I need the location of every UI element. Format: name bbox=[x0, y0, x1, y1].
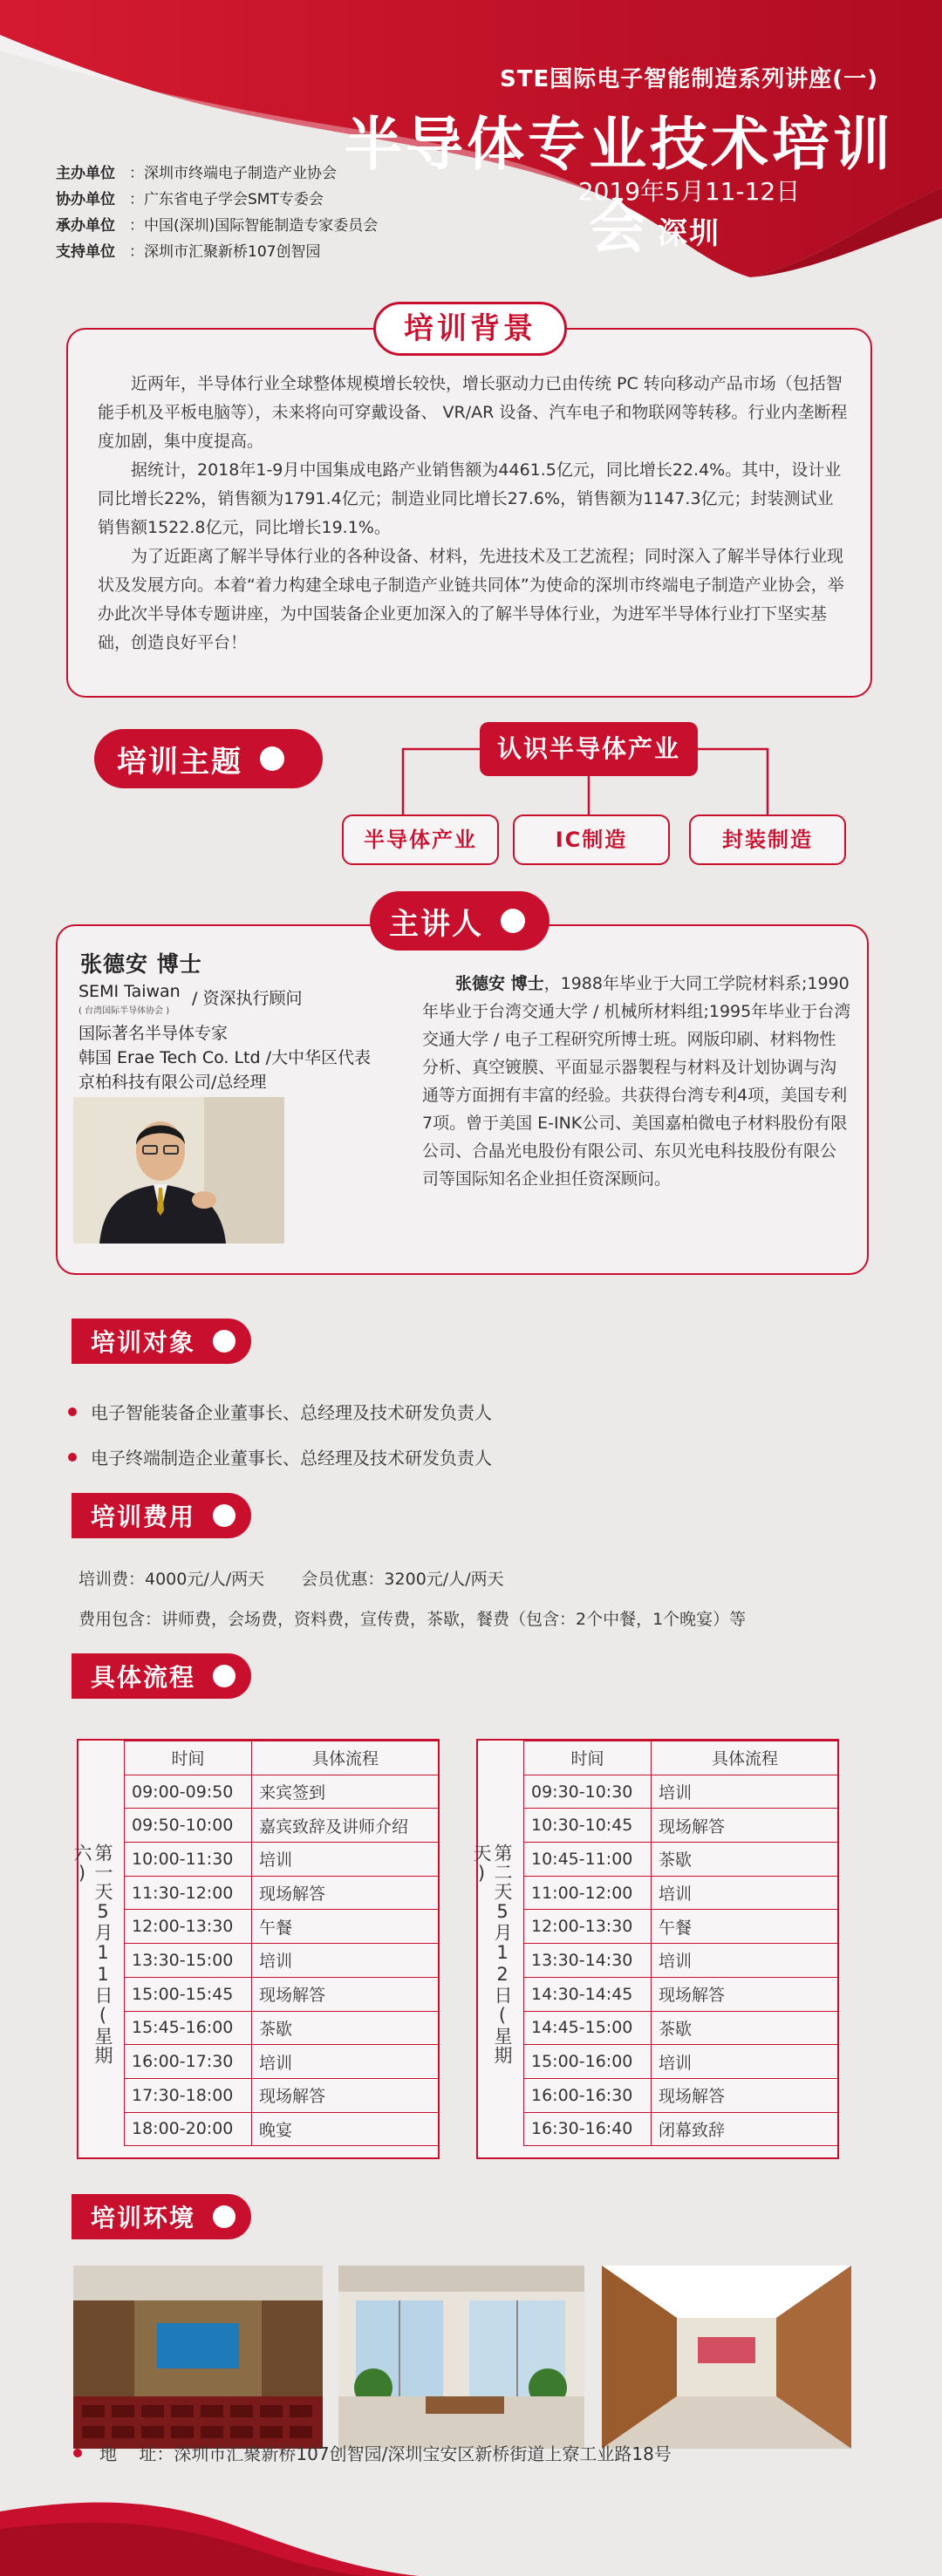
schedule-time-cell: 17:30-18:00 bbox=[125, 2078, 252, 2112]
fee-line: 培训费：4000元/人/两天 会员优惠：3200元/人/两天 bbox=[78, 1570, 504, 1589]
schedule-time-cell: 15:00-15:45 bbox=[125, 1977, 252, 2011]
schedule-time-cell: 09:30-10:30 bbox=[524, 1775, 652, 1809]
schedule-flow-cell: 现场解答 bbox=[252, 1977, 440, 2011]
environment-section-label: 培训环境 bbox=[72, 2194, 251, 2239]
schedule-flow-cell: 培训 bbox=[252, 1944, 440, 1978]
speaker-name: 张德安 博士 bbox=[80, 951, 202, 977]
schedule-flow-cell: 嘉宾致辞及讲师介绍 bbox=[252, 1809, 440, 1843]
table-header-time: 时间 bbox=[524, 1741, 652, 1775]
schedule-time-cell: 13:30-15:00 bbox=[125, 1944, 252, 1978]
speaker-section-label: 主讲人 bbox=[370, 891, 550, 951]
schedule-flow-cell: 现场解答 bbox=[652, 2078, 839, 2112]
organizer-row: 协办单位 ：广东省电子学会SMT专委会 bbox=[56, 191, 324, 208]
schedule-time-cell: 13:30-14:30 bbox=[524, 1944, 652, 1978]
schedule-day2-body bbox=[524, 1775, 839, 2146]
audience-section-label: 培训对象 bbox=[72, 1319, 251, 1364]
schedule-flow-cell: 培训 bbox=[252, 2045, 440, 2079]
dot-icon bbox=[213, 2205, 236, 2228]
bullet-icon bbox=[68, 1407, 77, 1416]
organizer-row: 承办单位 ：中国(深圳)国际智能制造专家委员会 bbox=[56, 217, 379, 235]
schedule-time-cell: 10:45-11:00 bbox=[524, 1843, 652, 1877]
schedule-flow-cell: 午餐 bbox=[652, 1910, 839, 1944]
schedule-time-cell: 10:30-10:45 bbox=[524, 1809, 652, 1843]
bullet-icon bbox=[68, 1453, 77, 1462]
schedule-time-cell: 18:00-20:00 bbox=[125, 2112, 252, 2146]
schedule-flow-cell: 茶歇 bbox=[652, 2011, 839, 2045]
schedule-flow-cell: 现场解答 bbox=[252, 1876, 440, 1910]
event-date: 2019年5月11-12日 bbox=[577, 177, 801, 206]
schedule-time-cell: 14:30-14:45 bbox=[524, 1977, 652, 2011]
venue-photo-hall bbox=[73, 2266, 323, 2449]
table-row bbox=[125, 2045, 440, 2079]
schedule-flow-cell: 培训 bbox=[652, 1944, 839, 1978]
schedule-flow-cell: 现场解答 bbox=[652, 1977, 839, 2011]
table-row bbox=[524, 2112, 839, 2146]
speaker-role: 韩国 Erae Tech Co. Ltd /大中华区代表 bbox=[78, 1048, 371, 1067]
table-row bbox=[524, 2011, 839, 2045]
background-paragraph-1: 近两年，半导体行业全球整体规模增长较快，增长驱动力已由传统 PC 转向移动产品市场（包括智能手机及平板电脑等），未来将向可穿戴设备、 VR/AR 设备、汽车电子和物联网等转移。行业内垄断程度加剧，集中度提高。 bbox=[98, 374, 848, 451]
schedule-flow-cell: 来宾签到 bbox=[252, 1775, 440, 1809]
schedule-time-cell: 12:00-13:30 bbox=[125, 1910, 252, 1944]
table-row bbox=[125, 1944, 440, 1978]
table-row bbox=[125, 2078, 440, 2112]
table-row bbox=[524, 2045, 839, 2079]
speaker-role: / 资深执行顾问 bbox=[192, 989, 303, 1008]
table-row bbox=[524, 1876, 839, 1910]
speaker-role: 京柏科技有限公司/总经理 bbox=[78, 1073, 267, 1092]
schedule-time-cell: 16:00-16:30 bbox=[524, 2078, 652, 2112]
schedule-flow-cell: 午餐 bbox=[252, 1910, 440, 1944]
dot-icon bbox=[213, 1665, 236, 1687]
table-header-flow: 具体流程 bbox=[252, 1741, 440, 1775]
background-section-title: 培训背景 bbox=[373, 302, 567, 356]
dot-icon bbox=[213, 1330, 236, 1353]
schedule-time-cell: 15:00-16:00 bbox=[524, 2045, 652, 2079]
venue-photo-lobby bbox=[338, 2266, 584, 2449]
schedule-section-label: 具体流程 bbox=[72, 1653, 251, 1699]
schedule-time-cell: 12:00-13:30 bbox=[524, 1910, 652, 1944]
organizer-row: 支持单位 ：深圳市汇聚新桥107创智园 bbox=[56, 243, 321, 261]
schedule-day1-body bbox=[125, 1775, 440, 2146]
table-row bbox=[125, 1843, 440, 1877]
table-row bbox=[125, 1910, 440, 1944]
schedule-day2-table bbox=[523, 1741, 839, 2146]
schedule-flow-cell: 现场解答 bbox=[652, 1809, 839, 1843]
schedule-time-cell: 16:00-17:30 bbox=[125, 2045, 252, 2079]
fee-section-label: 培训费用 bbox=[72, 1493, 251, 1538]
schedule-time-cell: 09:50-10:00 bbox=[125, 1809, 252, 1843]
dot-icon bbox=[213, 1504, 236, 1527]
schedule-day1-table bbox=[124, 1741, 440, 2146]
theme-sub-topic: IC制造 bbox=[513, 814, 670, 865]
schedule-flow-cell: 茶歇 bbox=[252, 2011, 440, 2045]
organizer-list bbox=[56, 160, 378, 265]
table-header-time: 时间 bbox=[125, 1741, 252, 1775]
schedule-flow-cell: 培训 bbox=[252, 1843, 440, 1877]
organizer-row: 主办单位 ：深圳市终端电子制造产业协会 bbox=[56, 165, 337, 182]
day1-label: 第一天5月11日(星期六) bbox=[72, 1843, 113, 2065]
theme-main-topic: 认识半导体产业 bbox=[480, 722, 698, 776]
table-row bbox=[524, 2078, 839, 2112]
background-paragraph-3: 为了近距离了解半导体行业的各种设备、材料，先进技术及工艺流程；同时深入了解半导体行业现状及发展方向。本着“着力构建全球电子制造产业链共同体”为使命的深圳市终端电子制造产业协会，举办此次半导体专题讲座，为中国装备企业更加深入的了解半导体行业，为进军半导体行业打下坚实基础，创造良好平台！ bbox=[98, 547, 844, 652]
dot-icon bbox=[501, 909, 525, 933]
schedule-day2-panel bbox=[471, 1739, 839, 2159]
background-paragraph-2: 据统计，2018年1-9月中国集成电路产业销售额为4461.5亿元，同比增长22.4%。其中，设计业同比增长22%，销售额为1791.4亿元；制造业同比增长27.6%，销售额为1147.3亿元；封装测试业销售额1522.8亿元，同比增长19.1%。 bbox=[98, 460, 842, 537]
schedule-time-cell: 14:45-15:00 bbox=[524, 2011, 652, 2045]
table-row bbox=[125, 2011, 440, 2045]
speaker-role: 国际著名半导体专家 bbox=[78, 1024, 229, 1043]
background-text bbox=[98, 370, 848, 658]
schedule-flow-cell: 培训 bbox=[652, 1775, 839, 1809]
fee-inclusions: 费用包含：讲师费，会场费，资料费，宣传费，茶歇，餐费（包含：2个中餐，1个晚宴）等 bbox=[78, 1610, 747, 1629]
schedule-time-cell: 11:30-12:00 bbox=[125, 1876, 252, 1910]
theme-section-label: 培训主题 bbox=[94, 729, 323, 788]
table-row bbox=[125, 1809, 440, 1843]
table-row bbox=[125, 2112, 440, 2146]
table-row bbox=[524, 1843, 839, 1877]
speaker-org: SEMI Taiwan bbox=[78, 982, 181, 1001]
schedule-time-cell: 15:45-16:00 bbox=[125, 2011, 252, 2045]
speaker-photo bbox=[73, 1097, 284, 1244]
schedule-flow-cell: 闭幕致辞 bbox=[652, 2112, 839, 2146]
theme-sub-topic: 半导体产业 bbox=[342, 814, 499, 865]
table-row bbox=[125, 1876, 440, 1910]
event-city: 深圳 bbox=[658, 216, 720, 251]
schedule-flow-cell: 晚宴 bbox=[252, 2112, 440, 2146]
list-item: 电子终端制造企业董事长、总经理及技术研发负责人 bbox=[68, 1444, 492, 1469]
schedule-time-cell: 16:30-16:40 bbox=[524, 2112, 652, 2146]
schedule-day1-panel bbox=[72, 1739, 440, 2159]
dot-icon bbox=[260, 746, 284, 771]
day2-label: 第二天5月12日(星期天) bbox=[471, 1843, 513, 2065]
speaker-bio: 张德安 博士，1988年毕业于大同工学院材料系;1990年毕业于台湾交通大学 / 机械所材料组;1995年毕业于台湾交通大学 / 电子工程研究所博士班。网版印刷、材料物性分析、真空镀膜、平面显示器製程与材料及计划协调与沟通等方面拥有丰富的经验。共获得台湾专利4项，美国专利7项。曾于美国 E-INK公司、美国嘉柏微电子材料股份有限公司、合晶光电股份有限公司、东贝光电科技股份有限公司等国际知名企业担任资深顾问。 bbox=[422, 974, 851, 1189]
list-item: 电子智能装备企业董事长、总经理及技术研发负责人 bbox=[68, 1399, 492, 1424]
schedule-flow-cell: 培训 bbox=[652, 1876, 839, 1910]
schedule-flow-cell: 茶歇 bbox=[652, 1843, 839, 1877]
series-title: STE国际电子智能制造系列讲座(一) bbox=[500, 66, 878, 92]
table-row bbox=[524, 1910, 839, 1944]
footer-wave bbox=[0, 2468, 942, 2576]
schedule-flow-cell: 现场解答 bbox=[252, 2078, 440, 2112]
schedule-time-cell: 10:00-11:30 bbox=[125, 1843, 252, 1877]
table-row bbox=[524, 1977, 839, 2011]
table-header-flow: 具体流程 bbox=[652, 1741, 839, 1775]
speaker-org-sub: ( 台湾国际半导体协会 ) bbox=[78, 1006, 170, 1016]
main-title: 半导体专业技术培训会 bbox=[345, 111, 894, 261]
table-row bbox=[125, 1977, 440, 2011]
table-row bbox=[524, 1775, 839, 1809]
schedule-time-cell: 11:00-12:00 bbox=[524, 1876, 652, 1910]
bullet-icon bbox=[73, 2449, 82, 2457]
schedule-time-cell: 09:00-09:50 bbox=[125, 1775, 252, 1809]
venue-photo-corridor bbox=[602, 2266, 851, 2449]
address-line: 地 址：深圳市汇聚新桥107创智园/深圳宝安区新桥街道上寮工业路18号 bbox=[73, 2440, 672, 2465]
table-row bbox=[125, 1775, 440, 1809]
schedule-flow-cell: 培训 bbox=[652, 2045, 839, 2079]
table-row bbox=[524, 1809, 839, 1843]
theme-sub-topic: 封装制造 bbox=[689, 814, 846, 865]
table-row bbox=[524, 1944, 839, 1978]
